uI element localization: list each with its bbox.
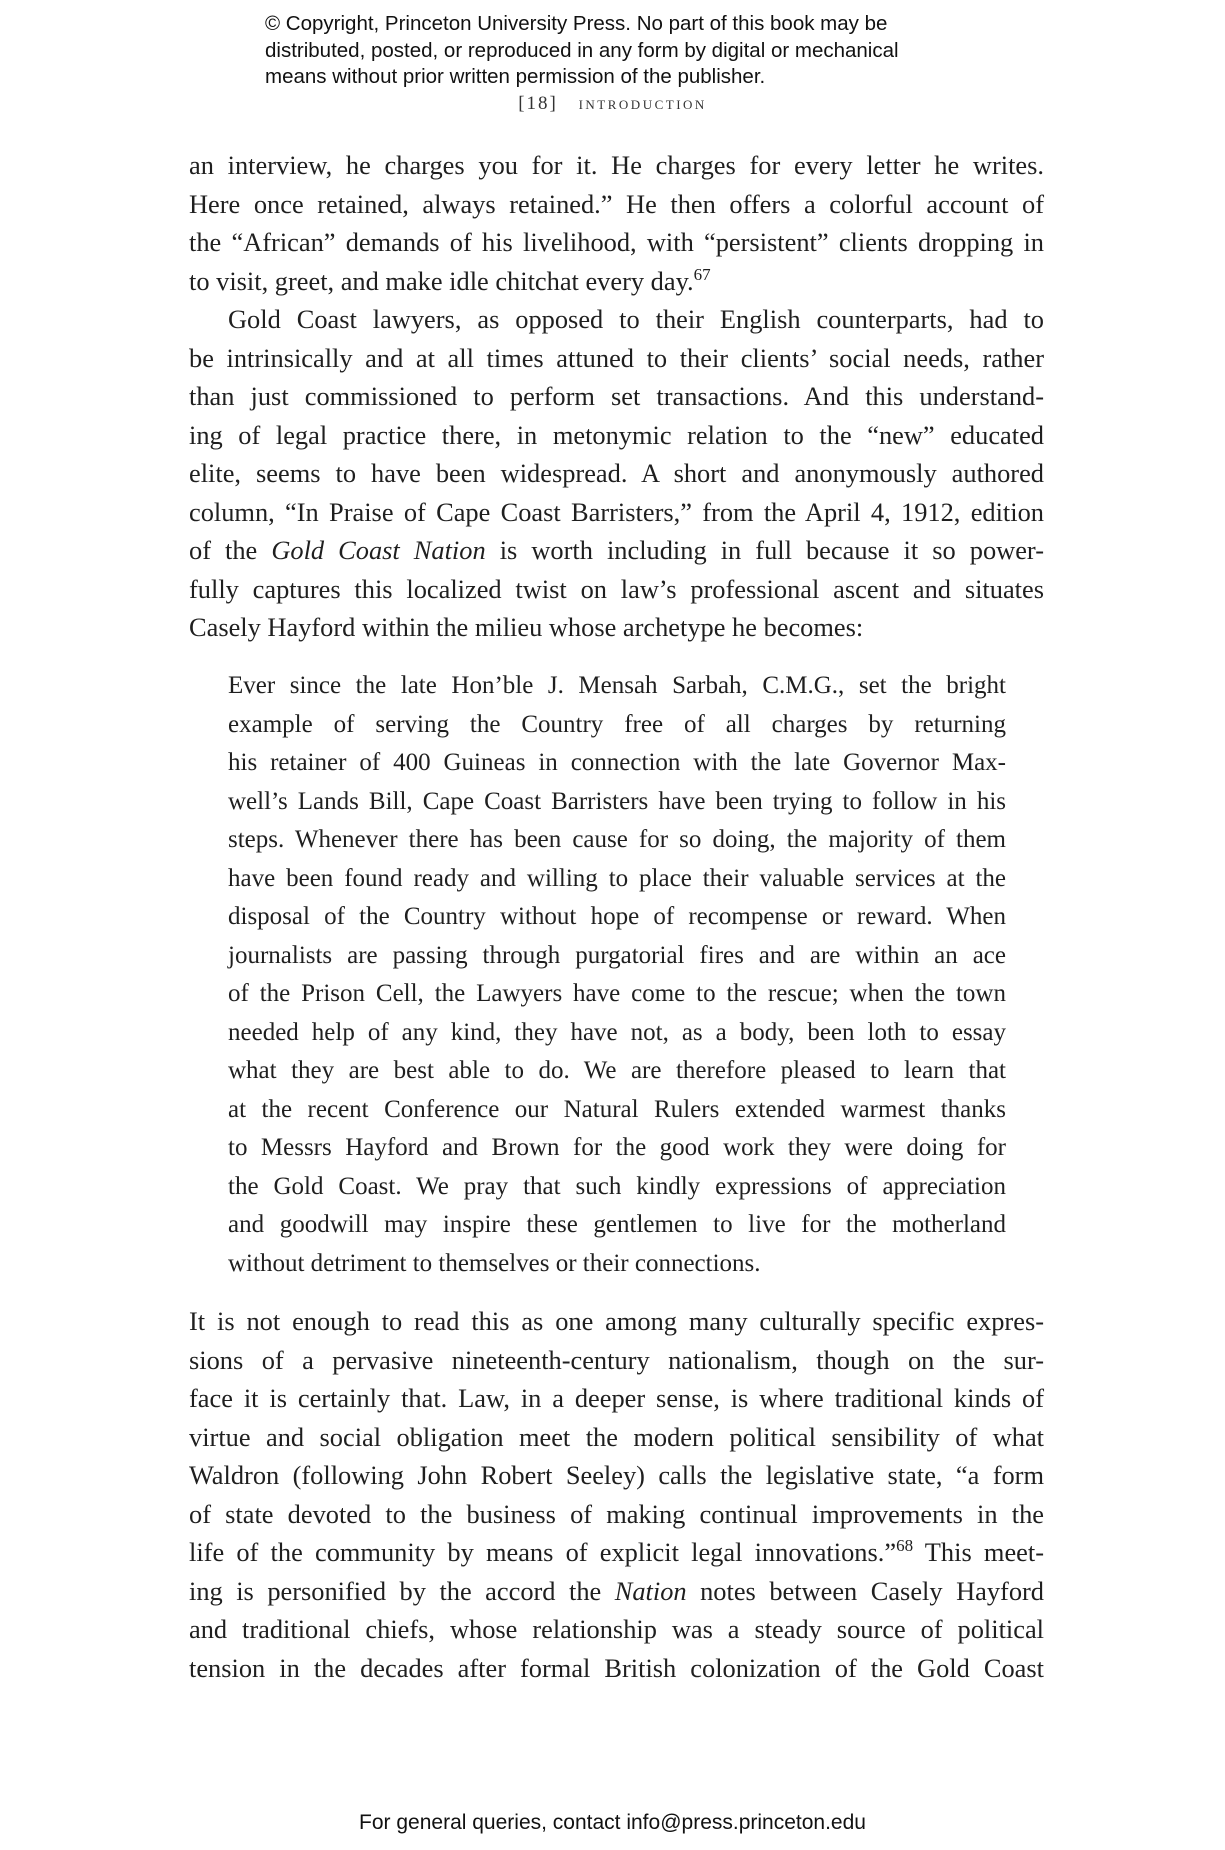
text-fragment: life of the community by means of explicit legal innovations.”	[189, 1537, 897, 1567]
text-line: It is not enough to read this as one among many culturally specific expres-	[189, 1306, 1044, 1336]
quote-line: have been found ready and willing to place their valuable services at the	[228, 864, 1006, 892]
quote-line: disposal of the Country without hope of recompense or reward. When	[228, 903, 1006, 930]
quote-line: example of serving the Country free of all charges by returning	[228, 710, 1006, 738]
paragraph-3	[189, 1302, 1044, 1687]
text-line: ing of legal practice there, in metonymic relation to the “new” educated	[189, 419, 1044, 450]
text-fragment: to visit, greet, and make idle chitchat every day.	[189, 265, 694, 296]
copyright-line: © Copyright, Princeton University Press. No part of this book may be	[265, 12, 888, 35]
text-line: and traditional chiefs, whose relationship was a steady source of political	[189, 1614, 1044, 1644]
paragraph-2	[189, 300, 1044, 647]
publication-title: Gold Coast Nation	[271, 535, 486, 565]
footnote-ref: 68	[896, 1536, 914, 1555]
quote-line: and goodwill may inspire these gentlemen to live for the motherland	[228, 1211, 1006, 1238]
running-head	[0, 93, 1225, 115]
text-line: column, “In Praise of Cape Coast Barristers,” from the April 4, 1912, edition	[189, 496, 1044, 527]
copyright-line: distributed, posted, or reproduced in any form by digital or mechanical	[265, 38, 899, 62]
footnote-ref: 67	[693, 264, 711, 284]
copyright-notice	[265, 11, 1025, 91]
block-quote	[228, 667, 1006, 1283]
text-line: Waldron (following John Robert Seeley) calls the legislative state, “a form	[189, 1460, 1044, 1490]
quote-line: well’s Lands Bill, Cape Coast Barristers have been trying to follow in his	[228, 787, 1006, 815]
page-number: [18]	[518, 93, 558, 114]
text-line	[189, 262, 1044, 301]
text-line: tension in the decades after formal British colonization of the Gold Coast	[189, 1652, 1044, 1683]
quote-line: the Gold Coast. We pray that such kindly expressions of appreciation	[228, 1172, 1006, 1200]
text-line: sions of a pervasive nineteenth-century nationalism, though on the sur-	[189, 1344, 1044, 1375]
quote-line: without detriment to themselves or their connections.	[228, 1249, 761, 1277]
quote-line: needed help of any kind, they have not, as a body, been loth to essay	[228, 1018, 1006, 1046]
text-line	[189, 531, 1044, 570]
text-fragment: This meet-	[913, 1537, 1044, 1567]
quote-line: journalists are passing through purgatorial fires and are within an ace	[228, 941, 1006, 969]
quote-line: his retainer of 400 Guineas in connection with the late Governor Max-	[228, 749, 1006, 776]
text-fragment: of the	[189, 535, 272, 565]
quote-line: Ever since the late Hon’ble J. Mensah Sarbah, C.M.G., set the bright	[228, 672, 1006, 699]
text-line: Gold Coast lawyers, as opposed to their English counterparts, had to	[228, 304, 1044, 334]
paragraph-1	[189, 146, 1044, 300]
text-line: of state devoted to the business of making continual improvements in the	[189, 1498, 1044, 1529]
footer-contact: For general queries, contact info@press.princeton.edu	[359, 1811, 866, 1834]
text-line: face it is certainly that. Law, in a deeper sense, is where traditional kinds of	[189, 1383, 1044, 1413]
text-line: than just commissioned to perform set transactions. And this understand-	[189, 381, 1044, 411]
copyright-line: means without prior written permission of the publisher.	[265, 65, 766, 88]
text-line	[189, 1533, 1044, 1572]
text-fragment: is worth including in full because it so power-	[485, 535, 1044, 565]
text-line	[189, 1572, 1044, 1611]
quote-line: to Messrs Hayford and Brown for the good work they were doing for	[228, 1134, 1006, 1161]
text-line: virtue and social obligation meet the modern political sensibility of what	[189, 1421, 1044, 1452]
quote-line: what they are best able to do. We are therefore pleased to learn that	[228, 1057, 1006, 1084]
text-line: an interview, he charges you for it. He charges for every letter he writes.	[189, 150, 1044, 180]
text-line: Here once retained, always retained.” He then offers a colorful account of	[189, 188, 1044, 219]
quote-line: at the recent Conference our Natural Rulers extended warmest thanks	[228, 1095, 1006, 1123]
text-line: elite, seems to have been widespread. A short and anonymously authored	[189, 458, 1044, 488]
text-line: be intrinsically and at all times attuned to their clients’ social needs, rather	[189, 342, 1044, 373]
text-fragment: ing is personified by the accord the	[189, 1575, 615, 1606]
text-line: fully captures this localized twist on law’s professional ascent and situates	[189, 573, 1044, 604]
quote-line: steps. Whenever there has been cause for so doing, the majority of them	[228, 826, 1006, 853]
text-line: Casely Hayford within the milieu whose archetype he becomes:	[189, 612, 864, 642]
text-fragment: notes between Casely Hayford	[686, 1575, 1045, 1606]
quote-line: of the Prison Cell, the Lawyers have come to the rescue; when the town	[228, 980, 1006, 1007]
publication-title: Nation	[614, 1575, 687, 1606]
section-title: introduction	[578, 93, 707, 114]
text-line: the “African” demands of his livelihood, with “persistent” clients dropping in	[189, 227, 1044, 257]
